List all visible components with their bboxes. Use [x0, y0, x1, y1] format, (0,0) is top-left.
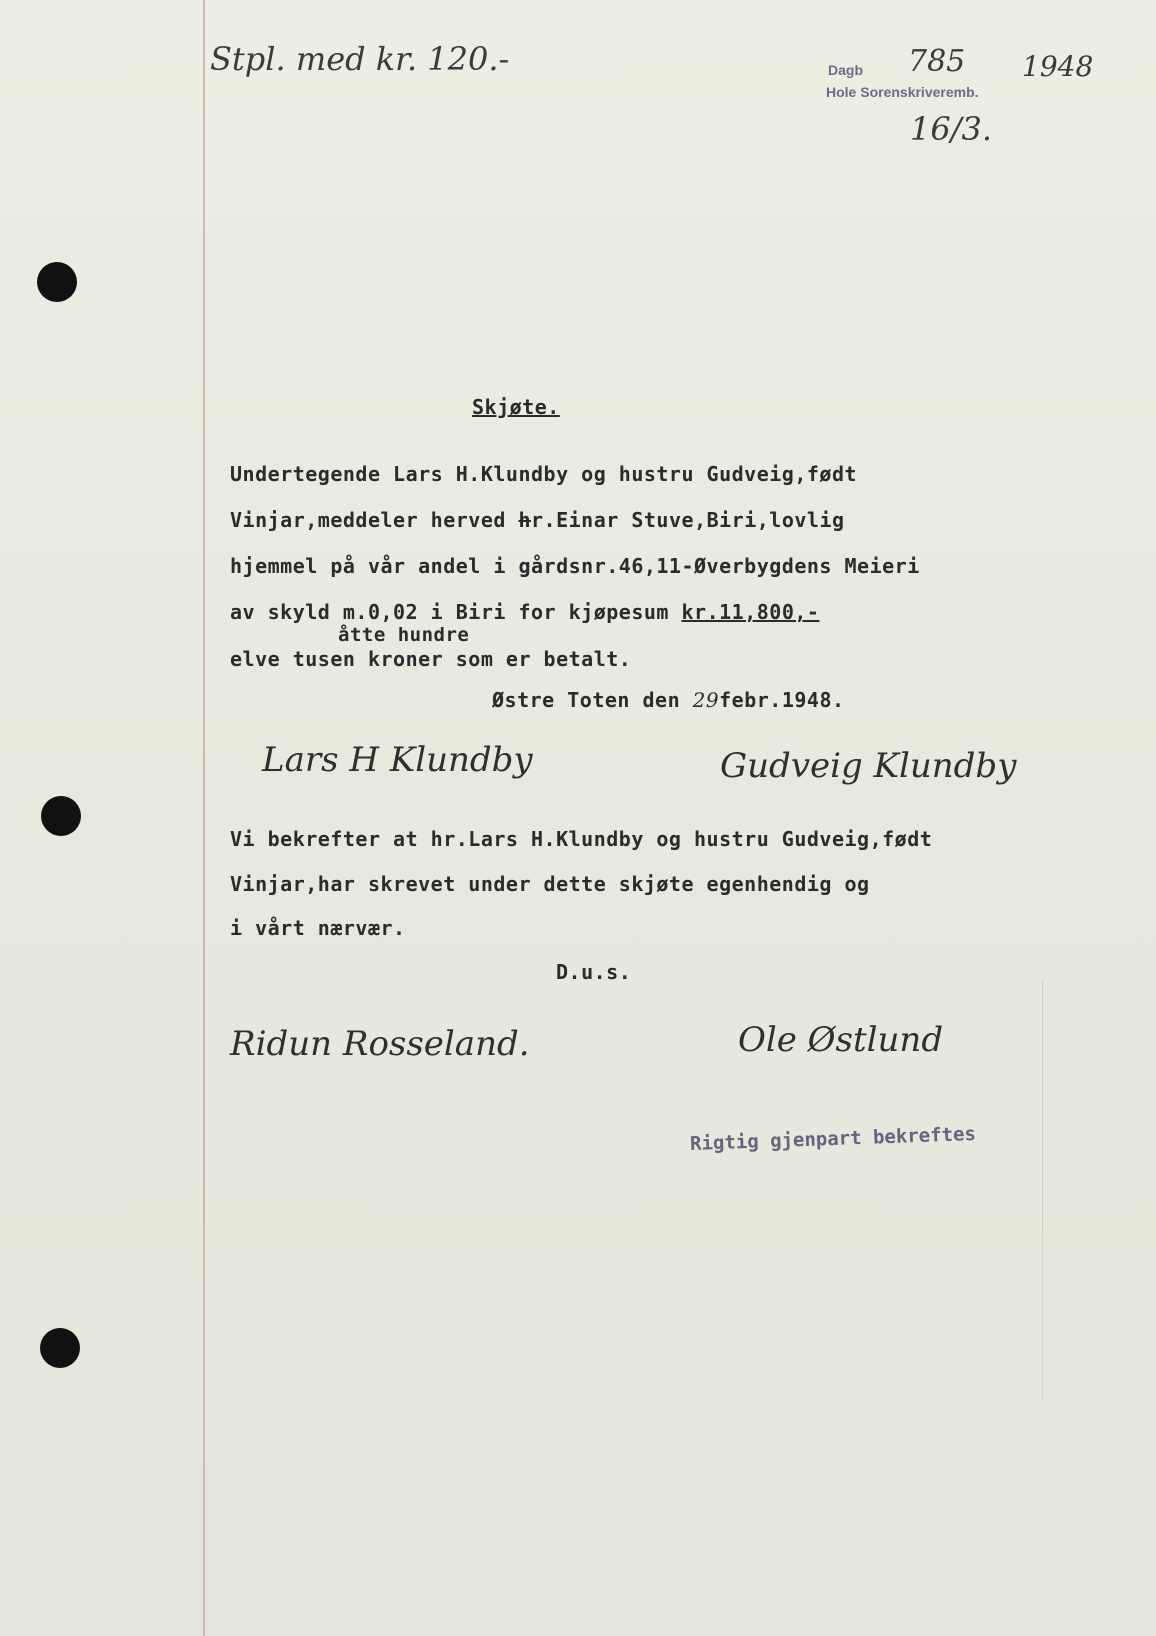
struck-letter: h — [518, 508, 531, 532]
registry-stamp-line2: Hole Sorenskriveremb. — [826, 84, 979, 100]
registry-stamp-line1: Dagb — [828, 62, 863, 78]
text-line: Vinjar,har skrevet under dette skjøte egenhendig og — [230, 872, 870, 896]
text-line — [230, 600, 819, 624]
witness2-signature: Ole Østlund — [738, 1020, 944, 1060]
text-segment: r.Einar Stuve,Biri,lovlig — [531, 508, 845, 532]
margin-line — [203, 0, 205, 1636]
purchase-amount: kr.11,800,- — [681, 600, 820, 624]
text-segment: febr.1948. — [719, 688, 845, 712]
faint-rule — [1042, 980, 1043, 1400]
fee-note: Stpl. med kr. 120.- — [210, 40, 510, 78]
insertion-text: åtte hundre — [338, 624, 470, 646]
punch-hole — [37, 262, 77, 302]
journal-year: 1948 — [1022, 50, 1094, 83]
place-date-line — [492, 688, 845, 712]
handwritten-day: 29 — [692, 688, 720, 712]
witness1-signature: Ridun Rosseland. — [230, 1024, 530, 1064]
punch-hole — [41, 796, 81, 836]
document-title: Skjøte. — [472, 395, 560, 419]
text-line: hjemmel på vår andel i gårdsnr.46,11-Øverbygdens Meieri — [230, 554, 920, 578]
certification-stamp: Rigtig gjenpart bekreftes — [689, 1123, 977, 1155]
text-line: Undertegende Lars H.Klundby og hustru Gudveig,født — [230, 462, 858, 486]
journal-number: 785 — [908, 44, 966, 79]
text-line — [230, 508, 845, 532]
text-line: elve tusen kroner som er betalt. — [230, 647, 632, 671]
text-segment: Østre Toten den — [492, 688, 693, 712]
text-segment: av skyld m.0,02 i Biri for kjøpesum — [230, 600, 682, 624]
seller2-signature: Gudveig Klundby — [720, 746, 1017, 786]
date-note: 16/3. — [910, 110, 993, 148]
punch-hole — [40, 1328, 80, 1368]
text-segment: Vinjar,meddeler herved — [230, 508, 519, 532]
seller1-signature: Lars H Klundby — [262, 740, 533, 780]
closing-abbreviation: D.u.s. — [556, 960, 632, 984]
text-line: i vårt nærvær. — [230, 916, 406, 940]
text-line: Vi bekrefter at hr.Lars H.Klundby og hustru Gudveig,født — [230, 827, 933, 851]
